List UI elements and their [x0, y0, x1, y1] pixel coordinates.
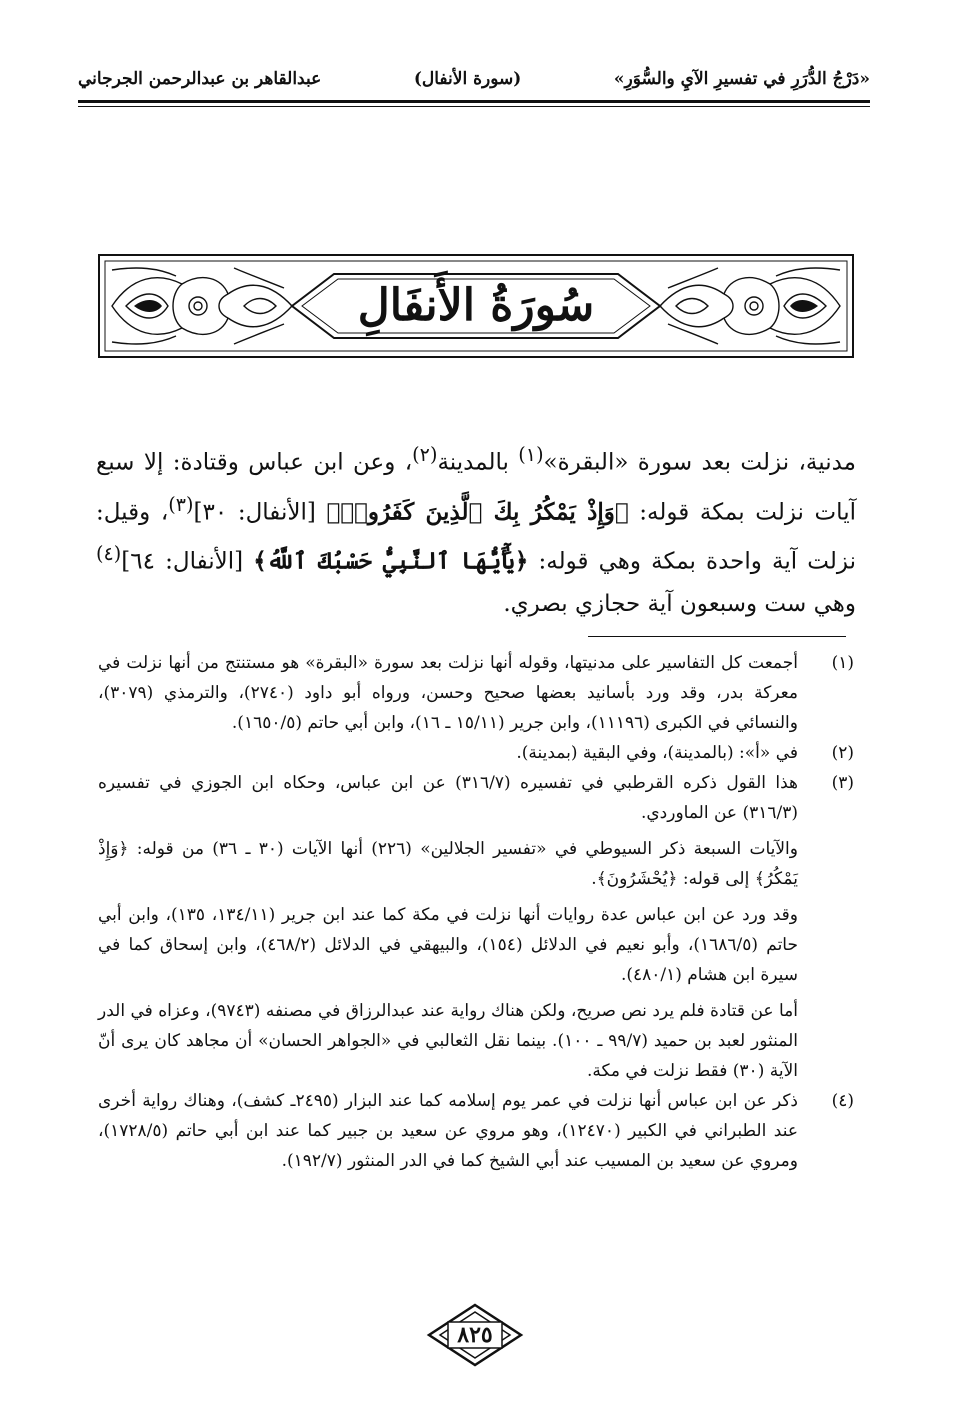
footnote-number: (٢)	[831, 743, 854, 763]
footnote-text: أما عن قتادة فلم يرد نص صريح، ولكن هناك رواية عند عبدالرزاق في مصنفه (٩٧٤٣)، وعزاه في الدر المنثور لعبد بن حميد (٩٩/٧ ـ ١٠٠). بينما نقل الثعالبي في «الجواهر الحسان» أن مجاهد كان يرى أنّ الآية (٣٠) فقط نزلت في مكة.	[98, 1001, 799, 1081]
running-header	[78, 62, 870, 96]
footnotes	[98, 648, 854, 1176]
surah-title-banner	[98, 254, 854, 358]
footnote-ref: (٣)	[168, 492, 194, 516]
quran-verse: ﴿يَٰٓأَيُّهَا ٱلنَّبِيُّ حَسْبُكَ ٱللَّهُ﴾	[253, 547, 529, 575]
footnote-number: (٣)	[831, 773, 854, 793]
quran-verse: ﴿وَإِذْ يَمْكُرُ بِكَ ٱلَّذِينَ كَفَرُوا۟﴾	[326, 498, 629, 526]
page-number: ٨٢٥	[457, 1322, 493, 1348]
intro-text-part: بالمدينة	[437, 449, 519, 476]
intro-text-part: مدنية، نزلت بعد سورة «البقرة»	[543, 449, 856, 476]
footnote-ref: (٢)	[412, 443, 438, 466]
footnote-text: والآيات السبعة ذكر السيوطي في «تفسير الجلالين» (٢٢٦) أنها الآيات (٣٠ ـ ٣٦) من قوله: ﴿وَإِذْ يَمْكُرُ﴾ إلى قوله: ﴿يُحْشَرُونَ﴾.	[98, 839, 798, 889]
footnote-text: وقد ورد عن ابن عباس عدة روايات أنها نزلت في مكة كما عند ابن جرير (١٣٤/١١، ١٣٥)، وابن أبي حاتم (١٦٨٦/٥)، وأبو نعيم في الدلائل (١٥٤)، والبيهقي في الدلائل (٤٦٨/٢)، وابن إسحاق كما في سيرة ابن هشام (٤٨٠/١).	[98, 905, 798, 985]
footnote-number: (٤)	[831, 1091, 854, 1111]
footnote-text: في «أ»: (بالمدينة)، وفي البقية (بمدينة).	[516, 743, 798, 763]
header-surah-label: (سورة الأنفال)	[413, 69, 522, 89]
footnote-4	[98, 1086, 854, 1176]
intro-text-part: ، وقيل: نزلت آية واحدة بمكة وهي قوله:	[96, 499, 856, 575]
page-number-badge	[426, 1302, 524, 1368]
verse-reference: [الأنفال: ٣٠]	[193, 499, 327, 526]
header-rule	[78, 100, 870, 103]
surah-intro-text	[96, 434, 856, 625]
header-book-title: «دَرْجُ الدُّرَرِ في تفسيرِ الآيِ والسُّوَرِ»	[613, 69, 870, 89]
footnote-number: (١)	[831, 653, 854, 673]
intro-text-part: ، وعن ابن عباس وقتادة: إلا سبع آيات نزلت بمكة قوله:	[96, 449, 856, 526]
footnote-separator	[588, 636, 846, 637]
footnote-3	[98, 768, 854, 1086]
footnote-ref: (١)	[518, 443, 544, 466]
footnote-text: هذا القول ذكره القرطبي في تفسيره (٣١٦/٧) عن ابن عباس، وحكاه ابن الجوزي في تفسيره (٣١٦/٣) عن الماوردي.	[98, 773, 798, 823]
header-author: عبدالقاهر بن عبدالرحمن الجرجاني	[78, 69, 322, 89]
footnote-ref: (٤)	[96, 542, 122, 566]
surah-title: سُورَةُ الأَنفَالِ	[357, 280, 595, 331]
footnote-text: أجمعت كل التفاسير على مدنيتها، وقوله أنها نزلت بعد سورة «البقرة» هو مستنتج من أنها نزلت في معركة بدر، وقد ورد بأسانيد بعضها صحيح وحسن، ورواه أبو داود (٢٧٤٠)، والترمذي (٣٠٧٩)، والنسائي في الكبرى (١١١٩٦)، وابن جرير (١٥/١١ ـ ١٦)، وابن أبي حاتم (١٦٥٠/٥).	[98, 653, 798, 733]
footnote-2	[98, 738, 854, 768]
footnote-1	[98, 648, 854, 738]
verse-reference: [الأنفال: ٦٤]	[121, 548, 254, 575]
footnote-text: ذكر عن ابن عباس أنها نزلت في عمر يوم إسلامه كما عند البزار (٢٤٩٥ـ كشف)، وهناك رواية أخرى عند الطبراني في الكبير (١٢٤٧٠)، وهو مروي عن سعيد بن جبير كما عند ابن أبي حاتم (١٧٢٨/٥)، ومروي عن سعيد بن المسيب عند أبي الشيخ كما في الدر المنثور (١٩٢/٧).	[98, 1091, 799, 1171]
header-rule-thin	[78, 106, 870, 107]
intro-text-part: وهي ست وسبعون آية حجازي بصري.	[503, 590, 856, 617]
